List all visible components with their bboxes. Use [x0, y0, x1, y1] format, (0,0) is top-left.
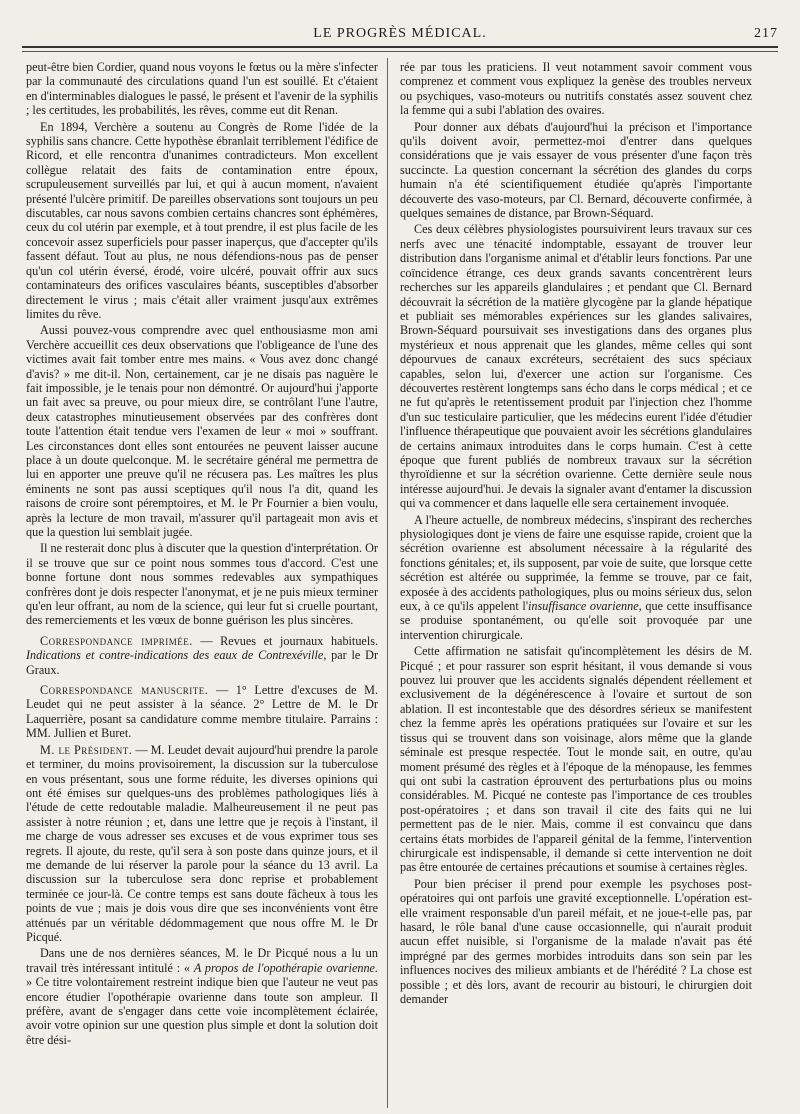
picque-paragraph — [26, 946, 378, 1047]
paragraph: peut-être bien Cordier, quand nous voyons le fœtus ou la mère s'infecter par la communauté des circulations quand l'un est souillé. Et c'étaient en d'interminables dialogues le passé, le présent et l'avenir de la syphilis ; les certitudes, les probabilités, les rêves, comme eut dit Renan. — [26, 60, 378, 118]
header-rule-thick — [22, 46, 778, 48]
left-column — [26, 60, 378, 1106]
correspondance-manuscrite — [26, 683, 378, 741]
speaker-text: — M. Leudet devait aujourd'hui prendre la parole et terminer, du moins provisoirement, la discussion sur la tuberculose en vous présentant, sous une forme réduite, les diverses opinions qui ont été émises sur quelques-uns des problèmes pathologiques liés à l'étude de cette redoutable maladie. Malheureusement il ne peut pas assister à notre réunion ; et, dans une lettre que je reçois à l'instant, il me charge de vous adresser ses excuses et de vous exprimer tous ses regrets. Il ajoute, du reste, qu'il sera à son poste dans quinze jours, et il me demande de lui réserver la parole pour la séance du 13 avril. La discussion sur la tuberculose sera donc reprise et probablement terminée ce jour-là. Ce contre temps est sans doute fâcheux à tous les points de vue ; mais je dois vous dire que ses inconvénients vont être atténués par un véritable dédommagement que nous offre M. le Dr Picqué. — [26, 742, 378, 944]
paragraph: En 1894, Verchère a soutenu au Congrès de Rome l'idée de la syphilis sans chancre. Cette hypothèse ébranlait terriblement l'édifice de Ricord, et elle rencontra d'unanimes contradicteurs. Mon excellent collègue relatait des faits de contamination entre époux, scrupuleusement surveillés par lui, et qui à aucun moment, n'avaient présenté l'ulcère primitif. De pareilles observations sont toujours un peu discutables, car nous savons combien certains chancres sont éphémères, ceux du col utérin par exemple, et à tout prendre, il est plus facile de les concevoir assez superficiels pour passer inaperçus, que d'accepter qu'ils fassent défaut. Tout au plus, ne nous défendions-nous pas de penser qu'un col utérin éversé, érodé, voire ulcéré, pouvait offrir aux sucs contaminateurs des orifices vasculaires béants, susceptibles d'absorber directement le virus ; mais c'était aller vraiment jusqu'aux extrêmes limites du rêve. — [26, 119, 378, 321]
header-rule-thin — [22, 51, 778, 52]
section-heading: Correspondance manuscrite. — [40, 683, 209, 698]
book-author: par le Dr Graux. — [26, 648, 378, 677]
paragraph: rée par tous les praticiens. Il veut notamment savoir comment vous comprenez et comment vous expliquez la genèse des troubles nerveux ou psychiques, vaso-moteurs ou nutritifs constatés assez souvent chez la femme qui a subi l'ablation des ovaires. — [400, 60, 752, 118]
correspondance-imprimee — [26, 634, 378, 677]
column-divider — [387, 58, 388, 1108]
section-heading: Correspondance imprimée. — [40, 633, 193, 648]
paragraph: Cette affirmation ne satisfait qu'incomplètement les désirs de M. Picqué ; et pour rassurer son esprit hésitant, il vous demande si vous pouvez lui prouver que les accidents signalés dépendent réellement et exclusivement de la dégénérescence à l'ovaire et surtout de son ablation. Il est incontestable que des désordres sérieux se manifestent chez la femme après les opérations pratiquées sur l'ovaire et sur les tissus qui se trouvent dans son voisinage, alors même que la glande séminale est presque respectée. Tout le monde sait, en outre, qu'au moment présumé des règles et à l'époque de la ménopause, les femmes qui ont subi la castration éprouvent des perturbations plus ou moins considérables. M. Picqué ne conteste pas l'importance de ces troubles post-opératoires ; et dans son travail il cite des faits qui ne lui permettent pas de le nier. Mais, comme il est convaincu que dans certains états morbides de l'appareil génital de la femme, l'intervention chirurgicale est indispensable, il demande si cette intervention ne doit pas être entourée de certaines précautions et soumise à certaines règles. — [400, 644, 752, 875]
text-run: que cette insuffisance se produise spontanément, ou qu'elle soit provoquée par une intervention chirurgicale. — [400, 599, 752, 642]
paragraph: Pour donner aux débats d'aujourd'hui la précison et l'importance qu'ils doivent avoir, permettez-moi d'entrer dans quelques considérations que je vais essayer de vous présenter d'une façon très succincte. La question concernant la sécrétion des glandes du corps humain n'a été scientifiquement étudiée qu'après l'importante découverte des vaso-moteurs, par Cl. Bernard, découverte confirmée, à quelques semaines de distance, par Brown-Séquard. — [400, 119, 752, 221]
page-number: 217 — [754, 26, 778, 41]
section-text: — 1° Lettre d'excuses de M. Leudet qui ne peut assister à la séance. 2° Lettre de M. le Dr Laquerrière, posant sa candidature comme membre titulaire. Parrains : MM. Jullien et Buret. — [26, 683, 378, 741]
picque-title: A propos de l'opothérapie ovarienne. — [193, 960, 378, 975]
picque-rest: » Ce titre volontairement restreint indique bien que l'auteur ne veut pas encore étudier l'opothérapie ovarienne dans toute son ampleur. Il préfère, avant de s'engager dans cette voie incomplètement éclairée, avoir votre opinion sur une question plus simple et dont la solution doit être dési- — [26, 975, 378, 1047]
speaker-label: M. le Président. — [40, 742, 133, 757]
running-header — [22, 24, 778, 44]
right-column — [400, 60, 752, 1106]
paragraph: Il ne resterait donc plus à discuter que la question d'interprétation. Or il se trouve que sur ce point nous sommes tous d'accord. C'est une bonne fortune dont nous sommes redevables aux sympathiques confrères dont je dois respecter l'anonymat, et je ne puis mieux terminer qu'en leur offrant, au nom de la science, qui leur fut si cruelle pourtant, des remerciements et les vœux de bonne guérison les plus sincères. — [26, 541, 378, 628]
book-title: Indications et contre-indications des eaux de Contrexéville, — [26, 648, 327, 663]
italic-term: insuffisance ovarienne, — [528, 599, 642, 614]
paragraph: Aussi pouvez-vous comprendre avec quel enthousiasme mon ami Verchère accueillit ces deux observations que l'obligeance de l'une des victimes avait fait tomber entre mes mains. « Vous avez donc changé d'avis? » me dit-il. Non, certainement, car je ne disais pas naguère le fait impossible, je le tenais pour non démontré. Or aujourd'hui j'apporte un fait avec sa preuve, ou pour mieux dire, se contrôlant l'une l'autre, deux catastrophes minutieusement observées par des confrères dont toute l'attention était tendue vers l'examen de leur « moi » souffrant. Les circonstances dont elles sont entourées ne peuvent laisser aucune place à un doute quelconque. M. le secrétaire général me permettra de lui en apporter une preuve qu'il ne récusera pas. Les maîtres les plus éminents ne sont pas aussi sceptiques qu'il nous l'a dit, quand les raisons de croire sont péremptoires, et M. le Pr Fournier a bien voulu, après la lecture de mon travail, m'assurer qu'il partageait mon avis et que la question lui semblait jugée. — [26, 323, 378, 539]
paragraph: Pour bien préciser il prend pour exemple les psychoses post-opératoires qui ont parfois une gravité exceptionnelle. L'opération est-elle vraiment responsable d'un pareil méfait, et ne joue-t-elle pas, par hasard, le rôle banal d'une cause occasionnelle, qui n'aurait produit aucun effet nuisible, si l'organisme de la malade n'avait pas été imprégné par des germes morbides introduits dans son sein par les influences nocives des milieux ambiants et de l'hérédité ? La chose est possible ; et dès lors, avant de recourir au bistouri, le chirurgien doit demander — [400, 876, 752, 1006]
section-text: — Revues et journaux habituels. — [192, 633, 378, 648]
president-paragraph — [26, 743, 378, 945]
journal-title: LE PROGRÈS MÉDICAL. — [313, 26, 487, 41]
text-run: A l'heure actuelle, de nombreux médecins, s'inspirant des recherches physiologiques dont je viens de faire une esquisse rapide, croient que la sécrétion ovarienne est absolument nécessaire à la régularité des fonctions génitales; et, ils supposent, par voie de suite, que lorsque cette sécrétion est altérée ou supprimée, la femme se trouve, par ce fait, exposée à des accidents pathologiques, plus ou moins sérieux dus, selon eux, à ce qu'ils appelent l' — [400, 512, 752, 614]
paragraph — [400, 513, 752, 643]
paragraph: Ces deux célèbres physiologistes poursuivirent leurs travaux sur ces nerfs avec une ténacité indomptable, essayant de trouver leur distribution dans l'organisme animal et d'établir leurs fonctions. Par une coïncidence étrange, ces deux grands savants concentrèrent leurs recherches sur les appareils glandulaires ; et pendant que Cl. Bernard découvrait la sécrétion de la matière glycogène par la glande hépatique et publiait ses mémorables expériences sur les glandes salivaires, Brown-Séquard poursuivait ses investigations dans des organes plus mystérieux et nous apprenait que les glandes, même celles qui sont dépourvues de canaux excréteurs, secrétaient des sucs spéciaux capables, selon lui, d'exercer une action sur l'organisme. Ces découvertes restèrent longtemps sans écho dans le corps médical ; et ce ne fut qu'après le retentissement produit par l'injection chez l'homme d'un suc testiculaire particulier, que les médecins eurent l'idée d'étudier l'influence thérapeutique que pouvaient avoir les sécrétions glandulaires de certains animaux introduites dans le corps humain. C'est à cette époque que furent publiés de nombreux travaux sur la sécrétion thyroïdienne et sur la sécrétion ovarienne. Cette dernière seule nous intéresse aujourd'hui. Je devais la signaler avant d'entamer la discussion qui va commencer et dans laquelle elle sera certainement invoquée. — [400, 222, 752, 511]
picque-intro: Dans une de nos dernières séances, M. le Dr Picqué nous a lu un travail très intéressant intitulé : « — [26, 946, 378, 975]
